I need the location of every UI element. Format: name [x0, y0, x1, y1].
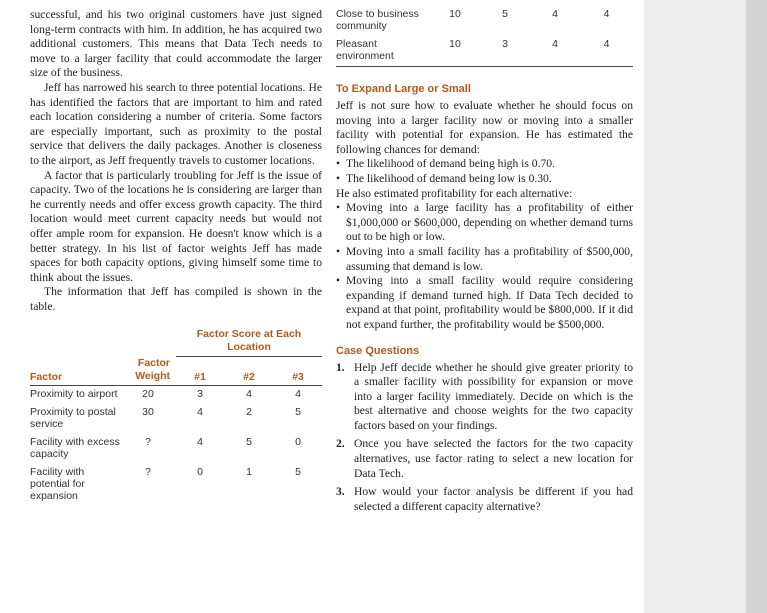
list-item: • The likelihood of demand being high is 0.70.	[336, 157, 633, 172]
score-2: 1	[246, 465, 252, 478]
demand-list	[336, 157, 633, 186]
factor-weight: 30	[142, 405, 154, 418]
factor-name: Proximity to postal service	[30, 405, 116, 430]
list-item	[336, 437, 633, 481]
score-2: 4	[246, 387, 252, 400]
factor-column-header: Factor	[30, 370, 63, 383]
factor-weight: 20	[142, 387, 154, 400]
score-3: 0	[295, 435, 301, 448]
question-text: Help Jeff decide whether he should give greater priority to a smaller facility with possibility for expansion or move into a larger facility immediately. Decide on which is the best alternative and choose weights for the two capacity factors based on your findings.	[354, 360, 633, 432]
weight-header-bottom: Weight	[135, 369, 170, 382]
list-item	[336, 485, 633, 514]
location-1-header: #1	[194, 370, 206, 383]
factor-weight: 10	[449, 8, 461, 20]
table-row	[30, 434, 322, 464]
factor-name: Close to business community	[336, 8, 419, 32]
table-row	[30, 385, 322, 404]
score-3: 4	[295, 387, 301, 400]
right-column	[336, 8, 633, 518]
list-item: • Moving into a large facility has a profitability of either $1,000,000 or $600,000, depending on whether demand turns out to be high or low.	[336, 201, 633, 245]
score-2: 4	[552, 8, 558, 20]
paragraph: A factor that is particularly troubling for Jeff is the issue of capacity. Two of the locations he is considering are larger than he currently needs and offer excess growth capacity. The third location would meet current capacity needs but would not offer ample room for expansion. He doesn't know which is a better strategy. In his list of factor weights Jeff has made spaces for both capacity options, giving himself some time to think about the issues.	[30, 168, 322, 284]
score-3: 5	[295, 465, 301, 478]
paragraph: He also estimated profitability for each alternative:	[336, 186, 573, 200]
score-1: 5	[502, 8, 508, 20]
factor-table	[30, 328, 322, 506]
table-row	[336, 8, 633, 36]
location-3-header: #3	[292, 370, 304, 383]
factor-weight: 10	[449, 38, 461, 50]
paragraph: The information that Jeff has compiled is shown in the table.	[30, 285, 322, 313]
score-1: 3	[197, 387, 203, 400]
list-item: • The likelihood of demand being low is 0.30.	[336, 172, 633, 187]
scrollbar[interactable]	[746, 0, 767, 613]
viewer-margin	[644, 0, 746, 613]
list-item: • Moving into a small facility would require considering expanding if demand turned high. If Data Tech decided to expand at that point, profitability would be $800,000. If it did not expand further, the profitability would be $500,000.	[336, 274, 633, 332]
weight-header-top: Factor	[137, 356, 170, 369]
factor-weight: ?	[145, 465, 151, 478]
paragraph: Jeff has narrowed his search to three potential locations. He has identified the factors that are important to him and rated each location considering a number of criteria. Some factors are especially important, such as proximity to the postal service that delivers the daily packages. Another is closeness to the airport, as Jeff frequently travels to customer locations.	[30, 80, 322, 167]
question-text: Once you have selected the factors for the two capacity alternatives, use factor rating to select a new location for Data Tech.	[354, 437, 633, 480]
score-3: 4	[603, 38, 610, 50]
score-3: 5	[295, 405, 301, 418]
location-score-header: Factor Score at Each Location	[176, 328, 322, 357]
table-row	[30, 464, 322, 506]
question-text: How would your factor analysis be different if you had selected a different capacity alternative?	[354, 485, 633, 513]
paragraph: successful, and his two original customers have just signed long-term contracts with him. In addition, he has acquired two additional customers. This means that Data Tech needs to move to a larger facility that could accommodate the larger size of the business.	[30, 8, 322, 80]
question-number: 1.	[336, 360, 345, 374]
factor-name: Facility with potential for expansion	[30, 465, 85, 502]
profit-list	[336, 201, 633, 332]
weight-column-header	[120, 357, 176, 386]
table-row	[30, 404, 322, 434]
section-title-expand: To Expand Large or Small	[336, 83, 471, 95]
location-2-header: #2	[243, 370, 255, 383]
factor-name: Facility with excess capacity	[30, 435, 120, 460]
score-2: 4	[552, 38, 558, 50]
score-2: 2	[246, 405, 252, 418]
section-title-questions: Case Questions	[336, 344, 420, 357]
table-row	[336, 36, 633, 67]
list-item	[336, 361, 633, 434]
question-number: 3.	[336, 485, 345, 499]
factor-table-continued	[336, 8, 633, 67]
score-1: 4	[197, 405, 203, 418]
question-number: 2.	[336, 437, 345, 451]
score-2: 5	[246, 435, 252, 448]
score-1: 4	[197, 435, 203, 448]
score-3: 4	[603, 8, 610, 20]
question-list	[336, 361, 633, 515]
factor-name: Proximity to airport	[30, 387, 118, 400]
list-item: • Moving into a small facility has a profitability of $500,000, assuming that demand is low.	[336, 245, 633, 274]
factor-weight: ?	[145, 435, 151, 448]
score-1: 0	[197, 465, 203, 478]
score-1: 3	[502, 38, 508, 50]
paragraph: Jeff is not sure how to evaluate whether he should focus on moving into a larger facility now or moving into a smaller facility with potential for expansion. He has estimated the following chances for demand:	[336, 99, 633, 156]
left-column	[30, 8, 322, 506]
factor-name: Pleasant environment	[336, 38, 394, 62]
